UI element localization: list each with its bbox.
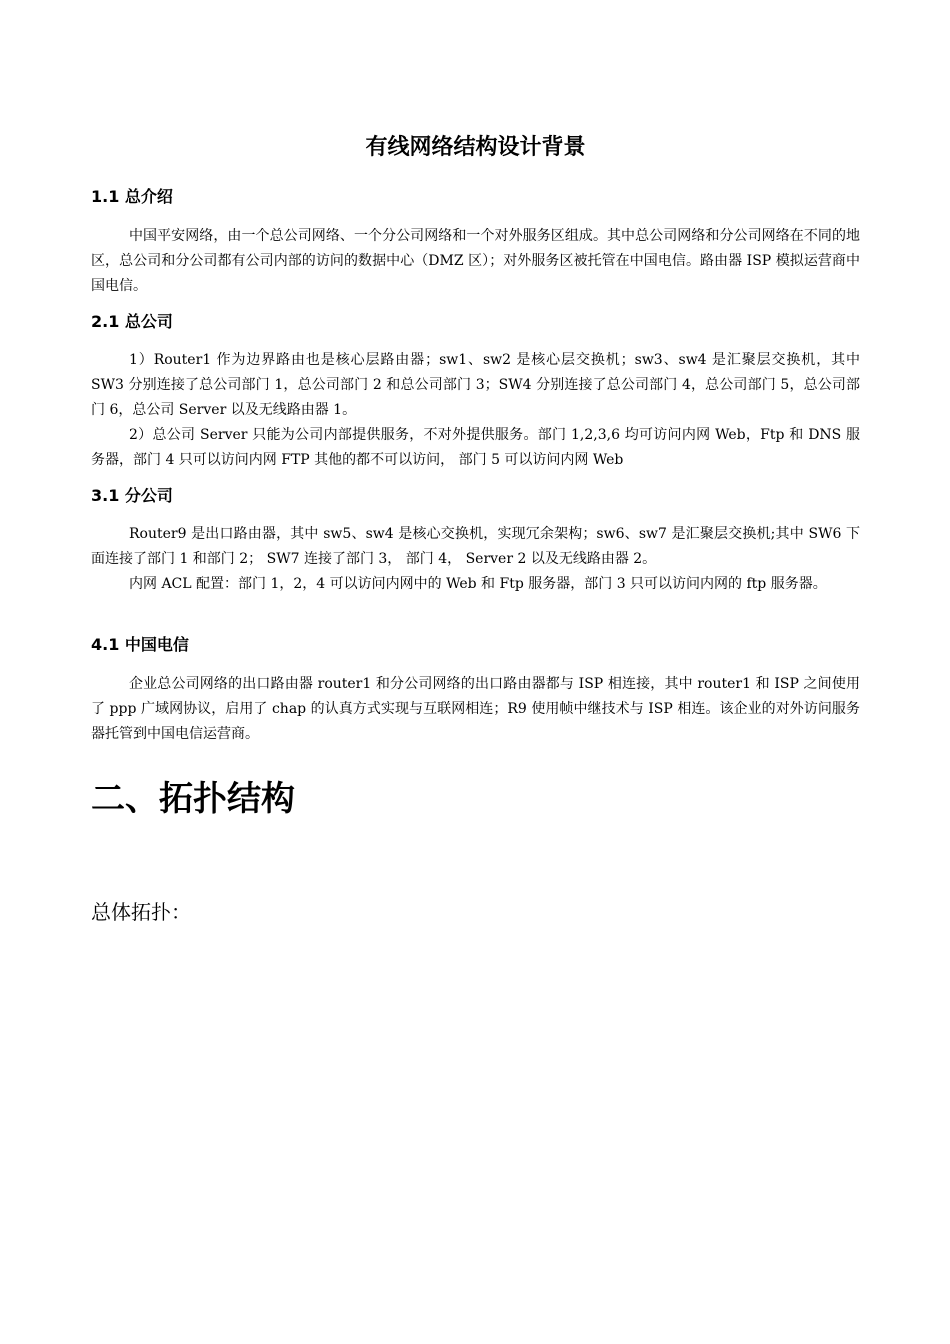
paragraph-headquarters-1: 1）Router1 作为边界路由也是核心层路由器；sw1、sw2 是核心层交换机；sw3、sw4 是汇聚层交换机，其中 SW3 分别连接了总公司部门 1，总公司部门 2 和总公司部门 3；SW4 分别连接了总公司部门 4，总公司部门 5，总公司部门 6，总公司 Server 以及无线路由器 1。 <box>91 352 860 418</box>
section-heading-overview: 1.1 总介绍 <box>91 187 173 206</box>
subsection-label: 总体拓扑： <box>91 900 191 924</box>
paragraph-overview: 中国平安网络，由一个总公司网络、一个分公司网络和一个对外服务区组成。其中总公司网络和分公司网络在不同的地区，总公司和分公司都有公司内部的访问的数据中心（DMZ 区）；对外服务区被托管在中国电信。路由器 ISP 模拟运营商中国电信。 <box>91 228 860 294</box>
paragraph-branch-1: Router9 是出口路由器，其中 sw5、sw4 是核心交换机，实现冗余架构；sw6、sw7 是汇聚层交换机;其中 SW6 下面连接了部门 1 和部门 2； SW7 连接了部门 3， 部门 4， Server 2 以及无线路由器 2。 <box>91 526 860 567</box>
paragraph-branch-2: 内网 ACL 配置：部门 1，2，4 可以访问内网中的 Web 和 Ftp 服务器，部门 3 只可以访问内网的 ftp 服务器。 <box>129 576 827 592</box>
document-title: 有线网络结构设计背景 <box>365 135 586 160</box>
paragraph-china-telecom: 企业总公司网络的出口路由器 router1 和分公司网络的出口路由器都与 ISP 相连接，其中 router1 和 ISP 之间使用了 ppp 广域网协议，启用了 chap 的认真方式实现与互联网相连；R9 使用帧中继技术与 ISP 相连。该企业的对外访问服务器托管到中国电信运营商。 <box>91 676 860 742</box>
section-heading-branch: 3.1 分公司 <box>91 486 173 505</box>
section-heading-headquarters: 2.1 总公司 <box>91 312 173 331</box>
section-heading-china-telecom: 4.1 中国电信 <box>91 635 189 654</box>
paragraph-headquarters-2: 2）总公司 Server 只能为公司内部提供服务，不对外提供服务。部门 1,2,3,6 均可访问内网 Web，Ftp 和 DNS 服务器，部门 4 只可以访问内网 FTP 其他的都不可以访问， 部门 5 可以访问内网 Web <box>91 427 860 468</box>
chapter-heading: 二、拓扑结构 <box>91 779 295 819</box>
